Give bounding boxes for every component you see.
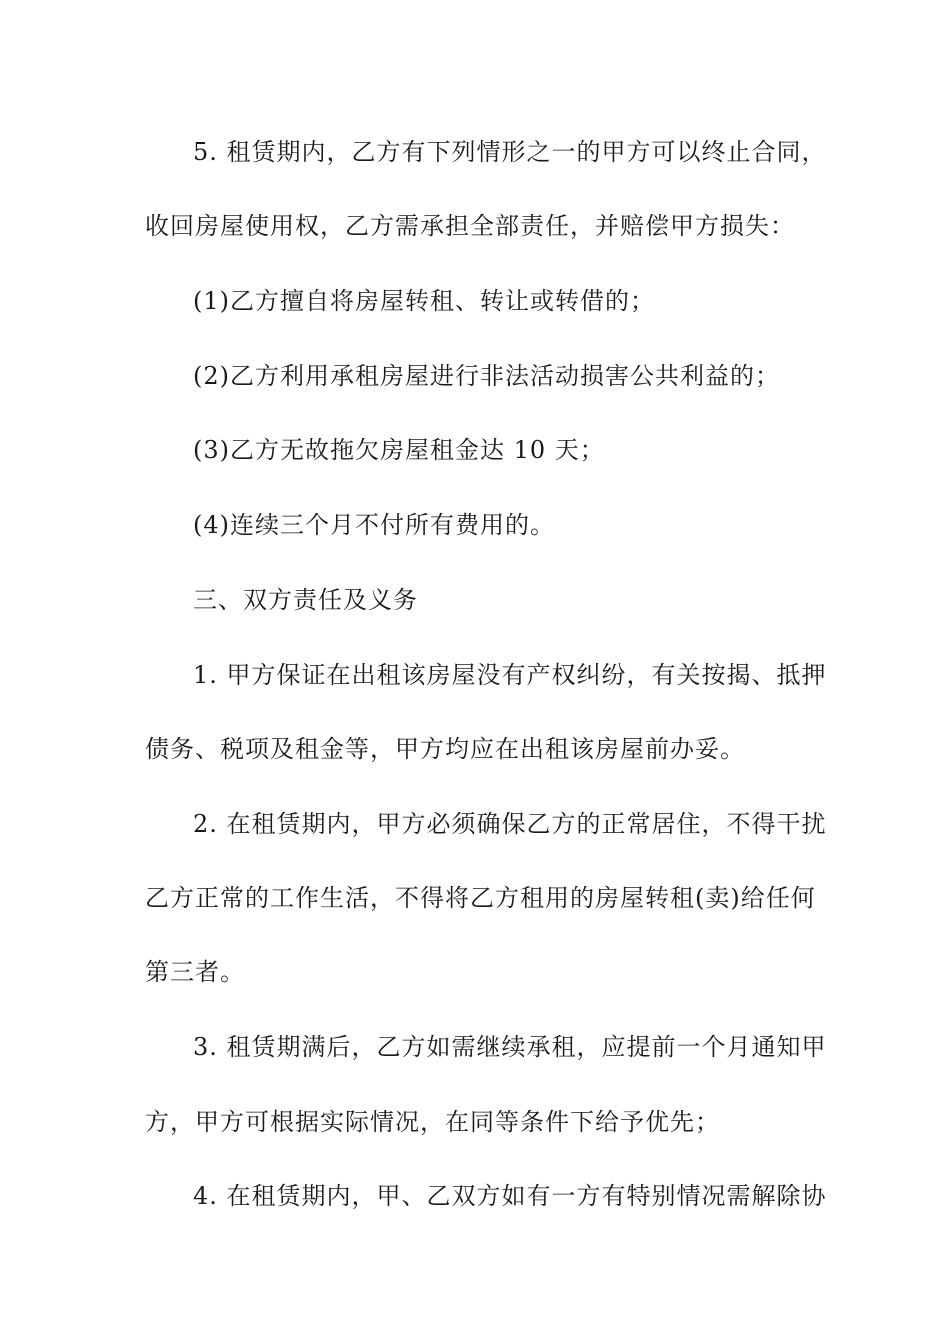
clause-5-item-3: (3)乙方无故拖欠房屋租金达 10 天； — [193, 436, 605, 464]
duty-2-line-2: 乙方正常的工作生活，不得将乙方租用的房屋转租(卖)给任何 — [145, 884, 816, 912]
clause-5-item-4: (4)连续三个月不付所有费用的。 — [193, 511, 555, 539]
clause-5-item-2: (2)乙方利用承租房屋进行非法活动损害公共利益的； — [193, 362, 780, 390]
clause-5-line-2: 收回房屋使用权，乙方需承担全部责任，并赔偿甲方损失： — [145, 212, 795, 240]
clause-5-line-1: 5. 租赁期内，乙方有下列情形之一的甲方可以终止合同， — [193, 138, 827, 166]
duty-3-line-1: 3. 租赁期满后，乙方如需继续承租，应提前一个月通知甲 — [193, 1033, 827, 1061]
section-heading: 三、双方责任及义务 — [193, 586, 418, 614]
duty-2-line-1: 2. 在租赁期内，甲方必须确保乙方的正常居住，不得干扰 — [193, 810, 827, 838]
duty-1-line-1: 1. 甲方保证在出租该房屋没有产权纠纷，有关按揭、抵押 — [193, 661, 827, 689]
duty-1-line-2: 债务、税项及租金等，甲方均应在出租该房屋前办妥。 — [145, 735, 745, 763]
duty-2-line-3: 第三者。 — [145, 958, 245, 986]
duty-4-line-1: 4. 在租赁期内，甲、乙双方如有一方有特别情况需解除协 — [193, 1182, 827, 1210]
clause-5-item-1: (1)乙方擅自将房屋转租、转让或转借的； — [193, 287, 655, 315]
duty-3-line-2: 方，甲方可根据实际情况，在同等条件下给予优先； — [145, 1108, 720, 1136]
